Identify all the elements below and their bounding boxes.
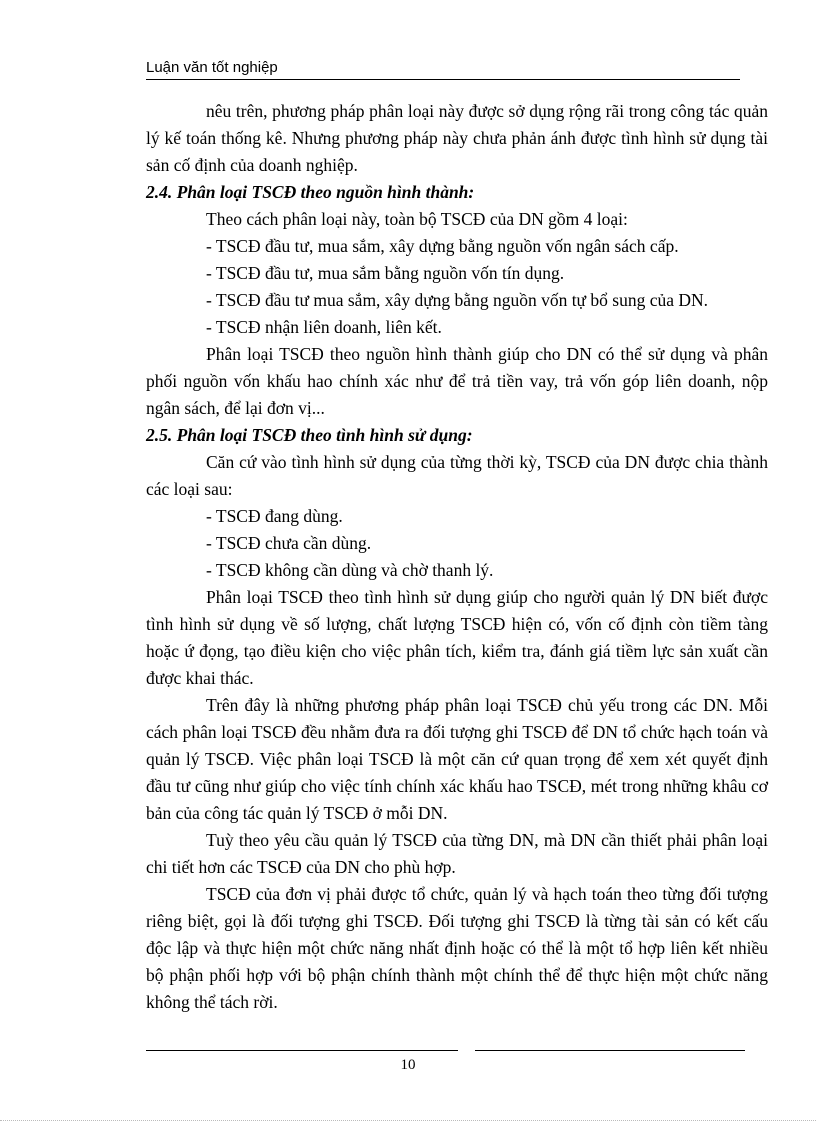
paragraph: Phân loại TSCĐ theo tình hình sử dụng giúp cho người quản lý DN biết được tình hình sử dụng về số lượng, chất lượng TSCĐ hiện có, vốn cố định còn tiềm tàng hoặc ứ đọng, tạo điều kiện cho việc phân tích, kiểm tra, đánh giá tiềm lực sản xuất cần được khai thác. xyxy=(146,587,768,688)
page-body xyxy=(146,98,768,1016)
paragraph: TSCĐ của đơn vị phải được tổ chức, quản lý và hạch toán theo từng đối tượng riêng biệt, gọi là đối tượng ghi TSCĐ. Đối tượng ghi TSCĐ là từng tài sản có kết cấu độc lập và thực hiện một chức năng nhất định hoặc có thể là một tổ hợp liên kết nhiều bộ phận phối hợp với bộ phận chính thành một chính thể để thực hiện một chức năng không thể tách rời. xyxy=(146,884,768,1012)
list-item: - TSCĐ chưa cần dùng. xyxy=(206,533,372,553)
paragraph: Trên đây là những phương pháp phân loại TSCĐ chủ yếu trong các DN. Mỗi cách phân loại TSCĐ đều nhằm đưa ra đối tượng ghi TSCĐ để DN tổ chức hạch toán và quản lý TSCĐ. Việc phân loại TSCĐ là một căn cứ quan trọng để xem xét quyết định đầu tư cũng như giúp cho việc tính chính xác khấu hao TSCĐ, mét trong những khâu cơ bản của công tác quản lý TSCĐ ở mỗi DN. xyxy=(146,695,768,823)
paragraph: Tuỳ theo yêu cầu quản lý TSCĐ của từng DN, mà DN cần thiết phải phân loại chi tiết hơn các TSCĐ của DN cho phù hợp. xyxy=(146,830,768,877)
header-title: Luận văn tốt nghiệp xyxy=(146,59,278,76)
list-item: - TSCĐ đầu tư, mua sắm, xây dựng bằng nguồn vốn ngân sách cấp. xyxy=(206,236,679,256)
paragraph-continuation: nêu trên, phương pháp phân loại này được sở dụng rộng rãi trong công tác quản lý kế toán thống kê. Nhưng phương pháp này chưa phản ánh được tình hình sử dụng tài sản cố định của doanh nghiệp. xyxy=(146,101,768,175)
paragraph: Phân loại TSCĐ theo nguồn hình thành giúp cho DN có thể sử dụng và phân phối nguồn vốn khấu hao chính xác như để trả tiền vay, trả vốn góp liên doanh, nộp ngân sách, để lại đơn vị... xyxy=(146,344,768,418)
section-heading-2-4: 2.4. Phân loại TSCĐ theo nguồn hình thành: xyxy=(146,182,475,202)
list-item: - TSCĐ không cần dùng và chờ thanh lý. xyxy=(206,560,494,580)
list-item: - TSCĐ nhận liên doanh, liên kết. xyxy=(206,317,442,337)
running-header xyxy=(146,59,740,80)
footer-rule-right xyxy=(475,1050,745,1051)
page-edge xyxy=(0,1120,816,1121)
list-item: - TSCĐ đầu tư, mua sắm bằng nguồn vốn tín dụng. xyxy=(206,263,565,283)
list-item: - TSCĐ đầu tư mua sắm, xây dựng bằng nguồn vốn tự bổ sung của DN. xyxy=(206,290,709,310)
paragraph: Căn cứ vào tình hình sử dụng của từng thời kỳ, TSCĐ của DN được chia thành các loại sau: xyxy=(146,452,768,499)
paragraph-intro-list: Theo cách phân loại này, toàn bộ TSCĐ của DN gồm 4 loại: xyxy=(206,209,628,229)
footer-rule-left xyxy=(146,1050,458,1051)
section-heading-2-5: 2.5. Phân loại TSCĐ theo tình hình sử dụng: xyxy=(146,425,473,445)
list-item: - TSCĐ đang dùng. xyxy=(206,506,343,526)
page-number: 10 xyxy=(400,1057,416,1073)
